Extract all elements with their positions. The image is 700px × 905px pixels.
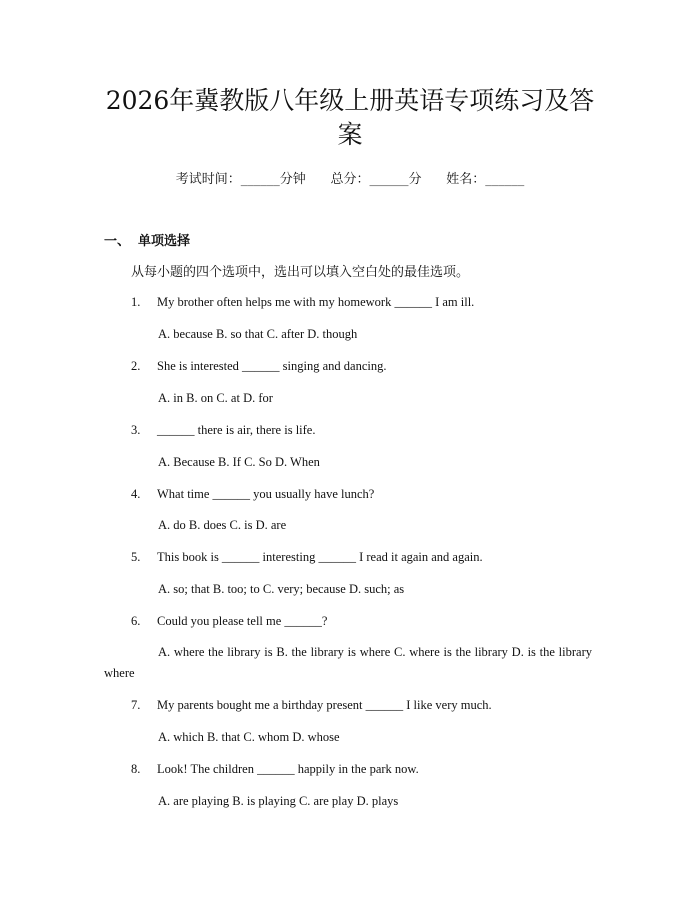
question-text: Could you please tell me ______? <box>157 614 328 628</box>
question-number: 5. <box>131 550 141 564</box>
question-number: 2. <box>131 359 141 373</box>
question-5-options: A. so; that B. too; to C. very; because D. such; as <box>158 582 405 596</box>
question-2 <box>131 359 386 374</box>
question-7 <box>131 698 492 713</box>
question-number: 3. <box>131 423 141 437</box>
question-text: ______ there is air, there is life. <box>157 423 316 437</box>
question-text: This book is ______ interesting ______ I read it again and again. <box>157 550 483 564</box>
question-1 <box>131 295 474 310</box>
question-3-options: A. Because B. If C. So D. When <box>158 455 320 469</box>
question-number: 4. <box>131 487 141 501</box>
document-title-line1: 2026年冀教版八年级上册英语专项练习及答 <box>105 86 595 115</box>
question-8-options: A. are playing B. is playing C. are play D. plays <box>158 794 399 808</box>
question-2-options: A. in B. on C. at D. for <box>158 391 273 405</box>
question-6-options: A. where the library is B. the library is where C. where is the library D. is the library where <box>104 645 592 680</box>
question-1-options: A. because B. so that C. after D. though <box>158 327 358 341</box>
question-text: My parents bought me a birthday present ______ I like very much. <box>157 698 492 712</box>
question-text: Look! The children ______ happily in the park now. <box>157 762 419 776</box>
question-3 <box>131 423 315 438</box>
question-number: 7. <box>131 698 141 712</box>
question-5 <box>131 550 483 565</box>
question-4 <box>131 487 374 502</box>
document-title-line2: 案 <box>337 120 363 149</box>
question-6 <box>131 614 327 629</box>
question-7-options: A. which B. that C. whom D. whose <box>158 730 340 744</box>
section-heading <box>104 230 190 249</box>
exam-meta-line: 考试时间：______分钟 总分：______分 姓名：______ <box>175 172 525 187</box>
section-title: 单项选择 <box>138 234 191 249</box>
section-number: 一、 <box>104 234 131 249</box>
question-number: 8. <box>131 762 141 776</box>
question-number: 6. <box>131 614 141 628</box>
question-number: 1. <box>131 295 141 309</box>
question-text: My brother often helps me with my homework ______ I am ill. <box>157 295 475 309</box>
question-text: She is interested ______ singing and dancing. <box>157 359 387 373</box>
instruction-text: 从每小题的四个选项中，选出可以填入空白处的最佳选项。 <box>131 265 470 280</box>
question-4-options: A. do B. does C. is D. are <box>158 518 287 532</box>
question-text: What time ______ you usually have lunch? <box>157 487 375 501</box>
question-8 <box>131 762 419 777</box>
